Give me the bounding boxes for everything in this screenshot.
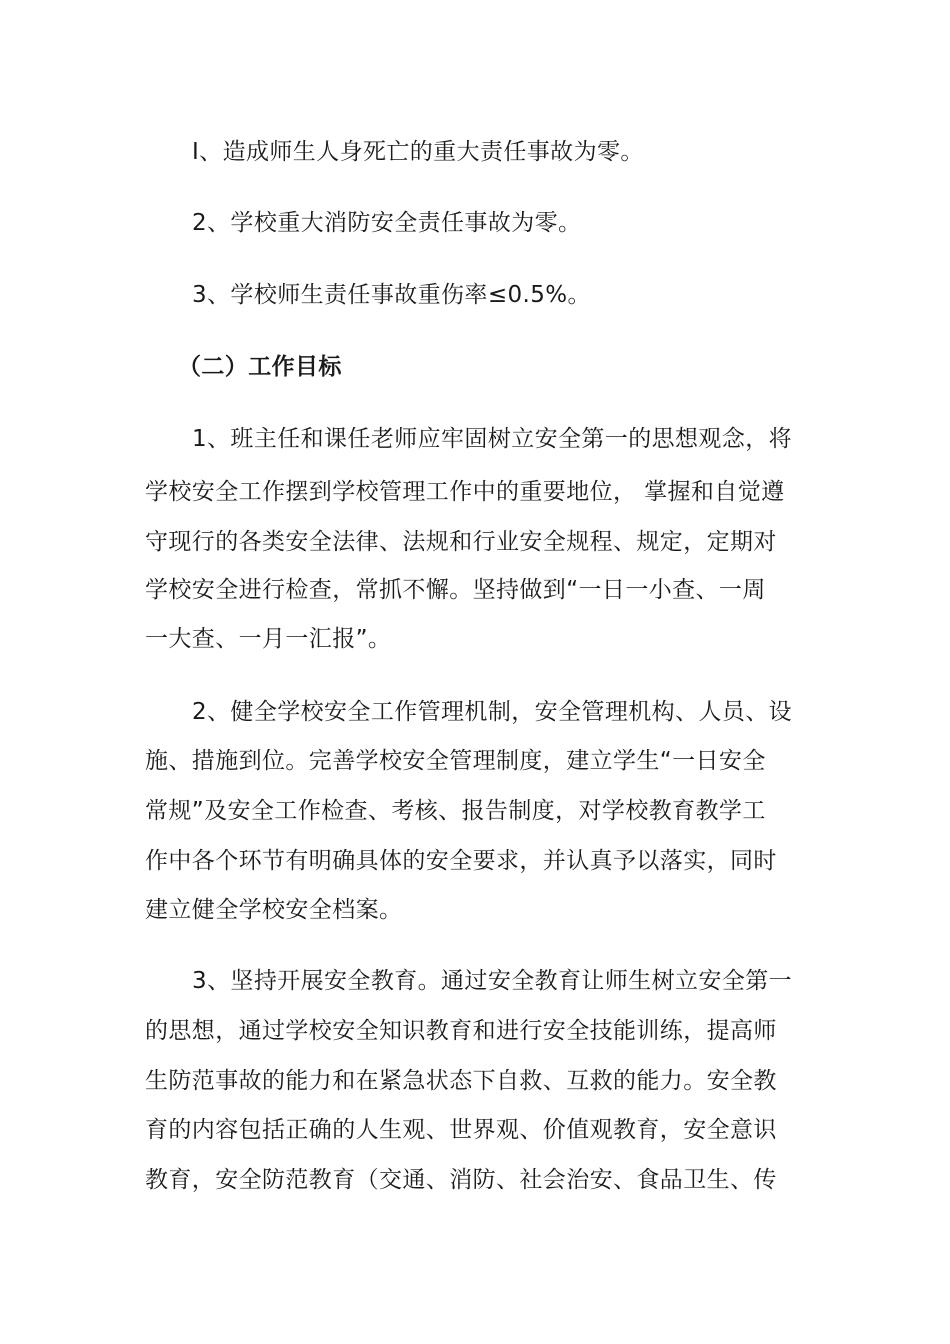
paragraph-2-line-5: 建立健全学校安全档案。 (145, 897, 403, 923)
paragraph-1-line-3: 守现行的各类安全法律、法规和行业安全规程、规定，定期对 (145, 529, 777, 555)
paragraph-3-line-2: 的思想，通过学校安全知识教育和进行安全技能训练，提高师 (145, 1018, 777, 1044)
target-item-2: 2、学校重大消防安全责任事故为零。 (192, 210, 582, 236)
paragraph-2-line-2: 施、措施到位。完善学校安全管理制度，建立学生“一日安全 (145, 748, 766, 774)
paragraph-1-line-1: 1、班主任和课任老师应牢固树立安全第一的思想观念，将 (192, 426, 793, 452)
paragraph-1-line-4: 学校安全进行检查，常抓不懈。坚持做到“一日一小查、一周 (145, 577, 766, 603)
target-item-1: I、造成师生人身死亡的重大责任事故为零。 (192, 139, 644, 165)
paragraph-1-line-2: 学校安全工作摆到学校管理工作中的重要地位， 掌握和自觉遵 (145, 479, 785, 505)
paragraph-3-line-4: 育的内容包括正确的人生观、世界观、价值观教育，安全意识 (145, 1117, 777, 1143)
paragraph-1-line-5: 一大查、一月一汇报”。 (145, 626, 392, 652)
paragraph-3-line-3: 生防范事故的能力和在紧急状态下自救、互救的能力。安全教 (145, 1068, 777, 1094)
paragraph-2-line-1: 2、健全学校安全工作管理机制，安全管理机构、人员、设 (192, 699, 793, 725)
section-heading: （二）工作目标 (178, 354, 342, 380)
paragraph-3-line-1: 3、坚持开展安全教育。通过安全教育让师生树立安全第一 (192, 968, 793, 994)
paragraph-3-line-5: 教育，安全防范教育（交通、消防、社会治安、食品卫生、传 (145, 1167, 777, 1193)
target-item-3: 3、学校师生责任事故重伤率≤0.5%。 (192, 282, 591, 308)
paragraph-2-line-3: 常规”及安全工作检查、考核、报告制度，对学校教育教学工 (145, 798, 766, 824)
paragraph-2-line-4: 作中各个环节有明确具体的安全要求，并认真予以落实，同时 (145, 848, 777, 874)
